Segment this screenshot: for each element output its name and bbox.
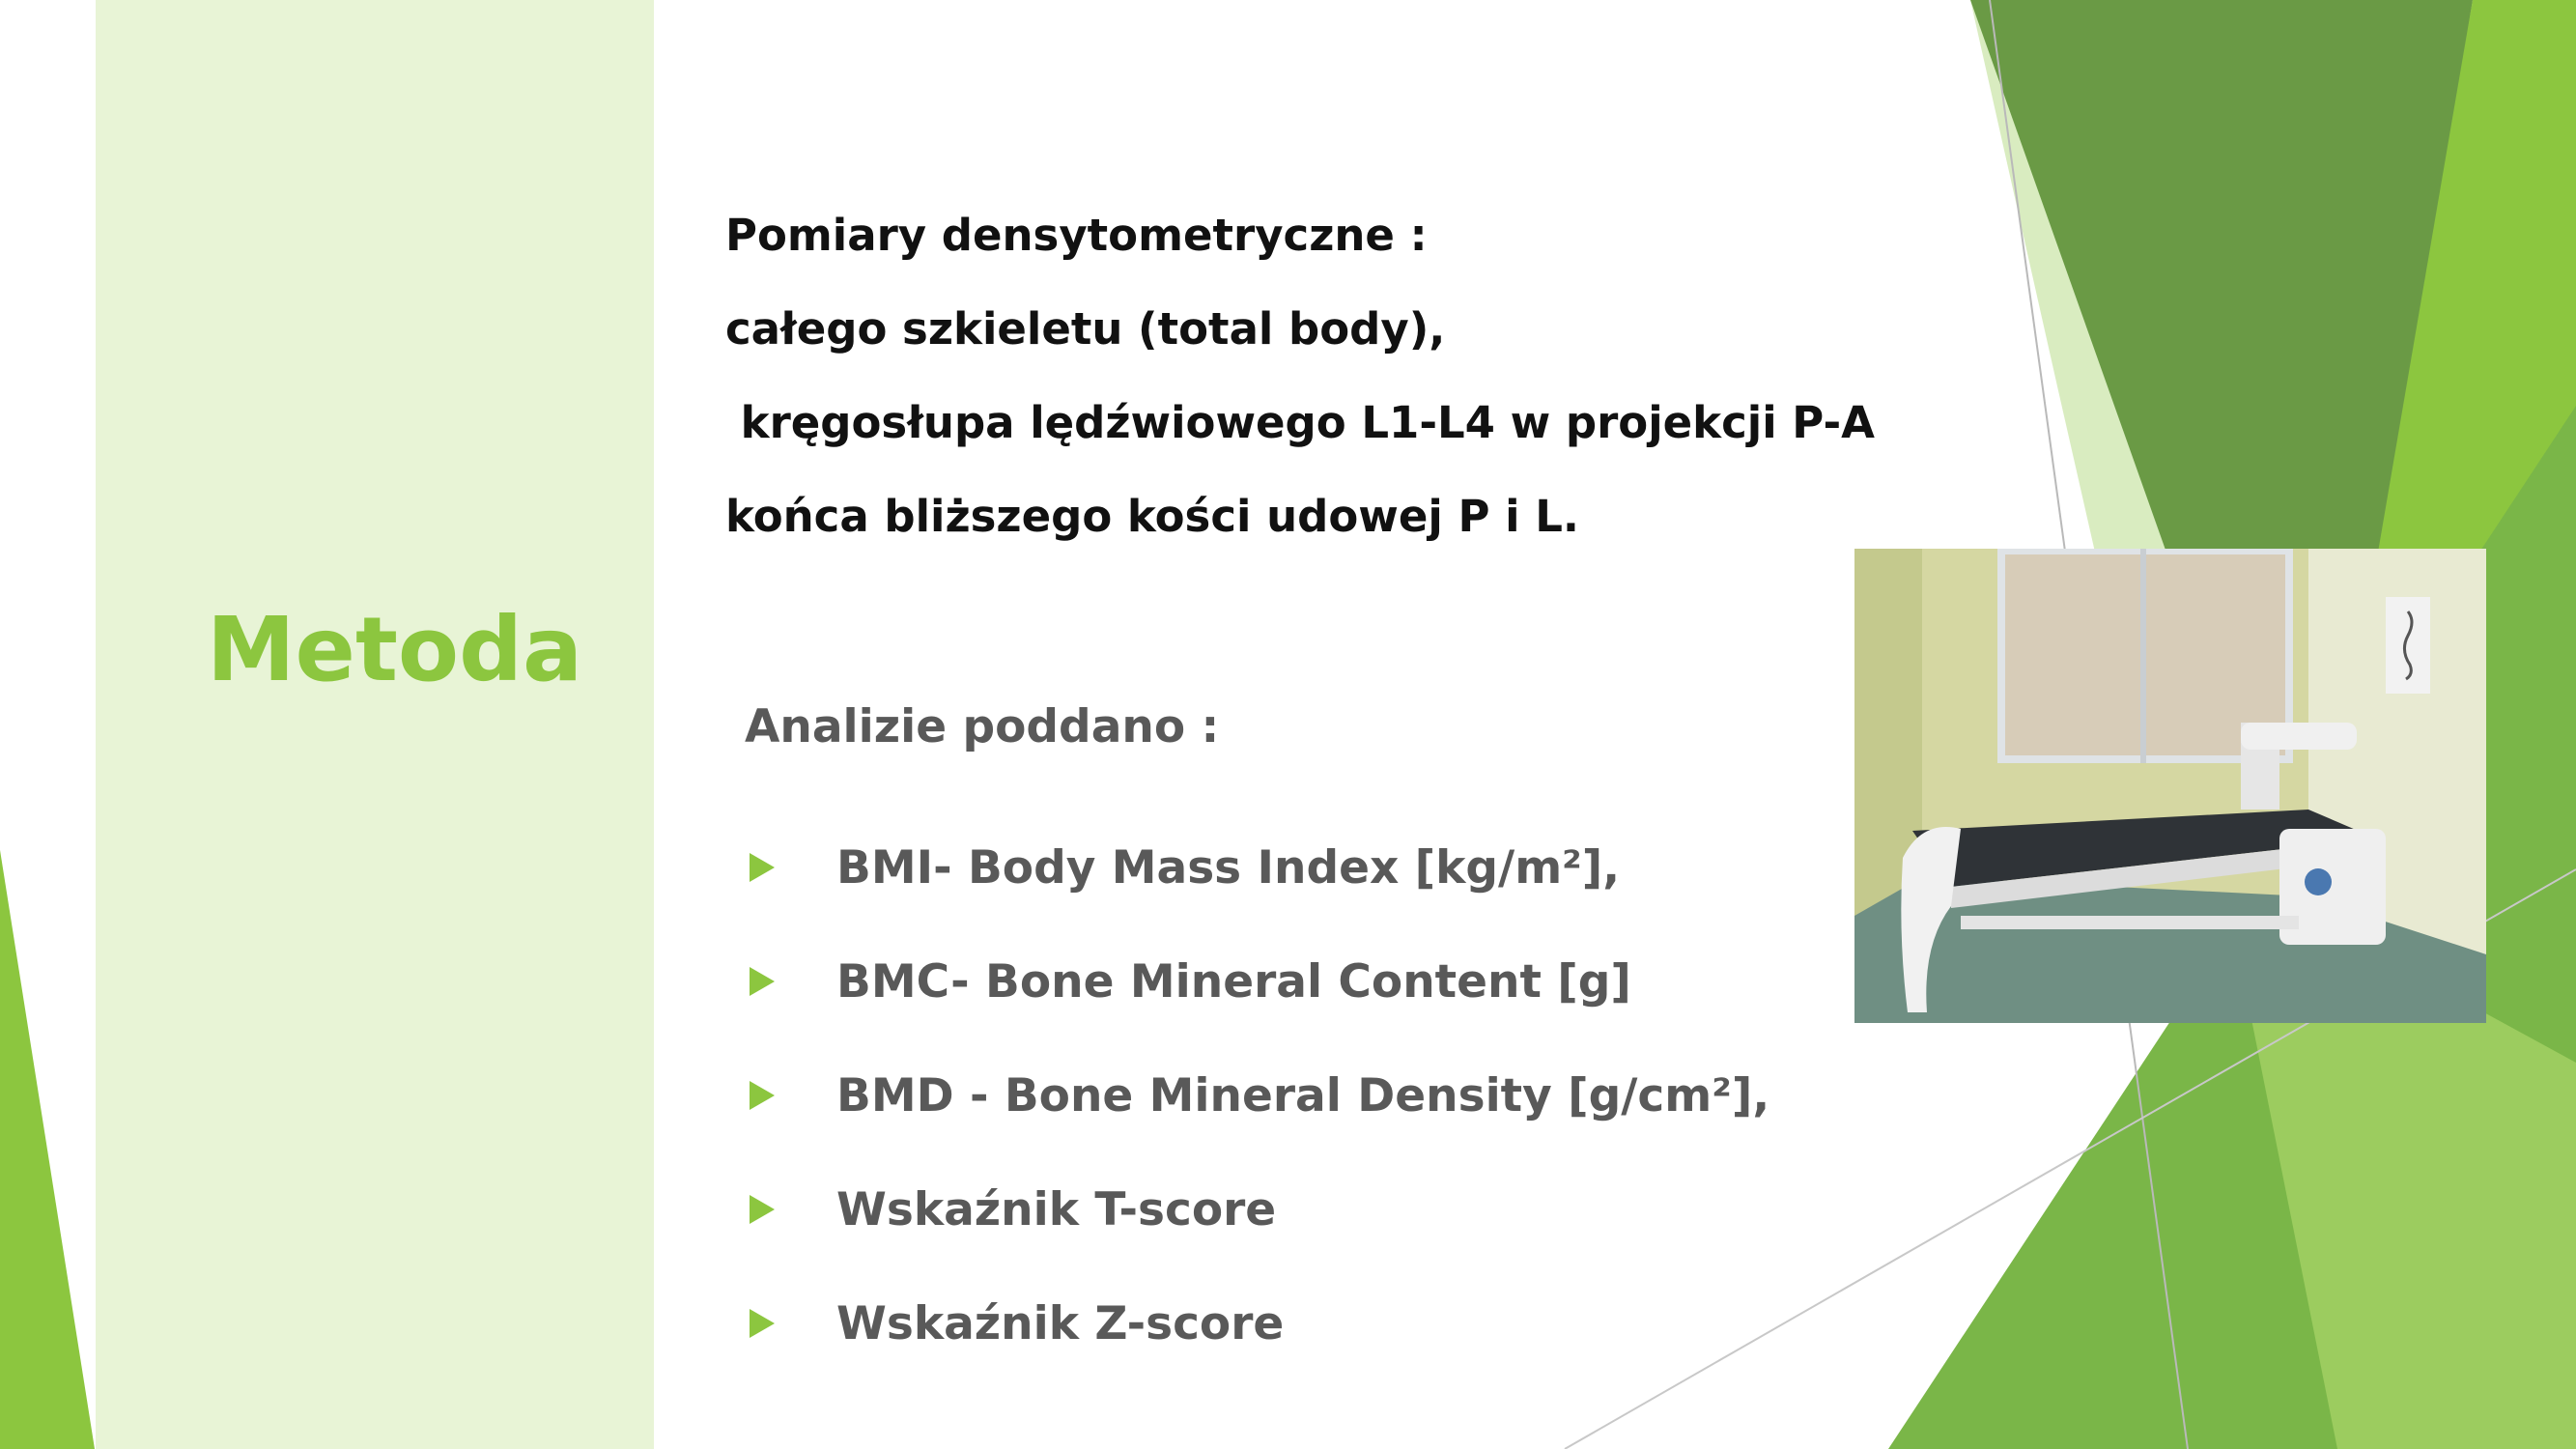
- triangle-right-icon: [750, 1081, 775, 1110]
- measurement-line-femur: końca bliższego kości udowej P i L.: [725, 491, 1579, 542]
- slide-title: Metoda: [207, 598, 583, 701]
- list-item: [745, 810, 1769, 924]
- bullet-label-bmc: BMC- Bone Mineral Content [g]: [836, 954, 1631, 1009]
- bullet-label-z-score: Wskaźnik Z-score: [836, 1296, 1285, 1350]
- bullet-label-bmd: BMD - Bone Mineral Density [g/cm²],: [836, 1068, 1770, 1122]
- left-sliver-shape: [0, 850, 95, 1449]
- measurement-line-total-body: całego szkieletu (total body),: [725, 303, 1446, 355]
- list-item: [745, 1038, 1769, 1152]
- analysis-bullet-list: [745, 810, 1769, 1380]
- triangle-right-icon: [750, 853, 775, 882]
- analysis-heading: Analizie poddano :: [745, 700, 1220, 753]
- triangle-right-icon: [750, 1309, 775, 1338]
- list-item: [745, 1152, 1769, 1266]
- measurements-block: [725, 188, 1875, 563]
- list-item: [745, 1266, 1769, 1380]
- densitometer-room-photo: [1854, 549, 2486, 1023]
- measurements-heading: Pomiary densytometryczne :: [725, 210, 1428, 261]
- bullet-label-t-score: Wskaźnik T-score: [836, 1182, 1277, 1236]
- bullet-label-bmi: BMI- Body Mass Index [kg/m²],: [836, 840, 1621, 895]
- densitometer-photo-illustration: [1854, 549, 2486, 1023]
- list-item: [745, 924, 1769, 1038]
- triangle-right-icon: [750, 967, 775, 996]
- measurement-line-lumbar-spine: kręgosłupa lędźwiowego L1-L4 w projekcji P-A: [725, 397, 1875, 448]
- triangle-right-icon: [750, 1195, 775, 1224]
